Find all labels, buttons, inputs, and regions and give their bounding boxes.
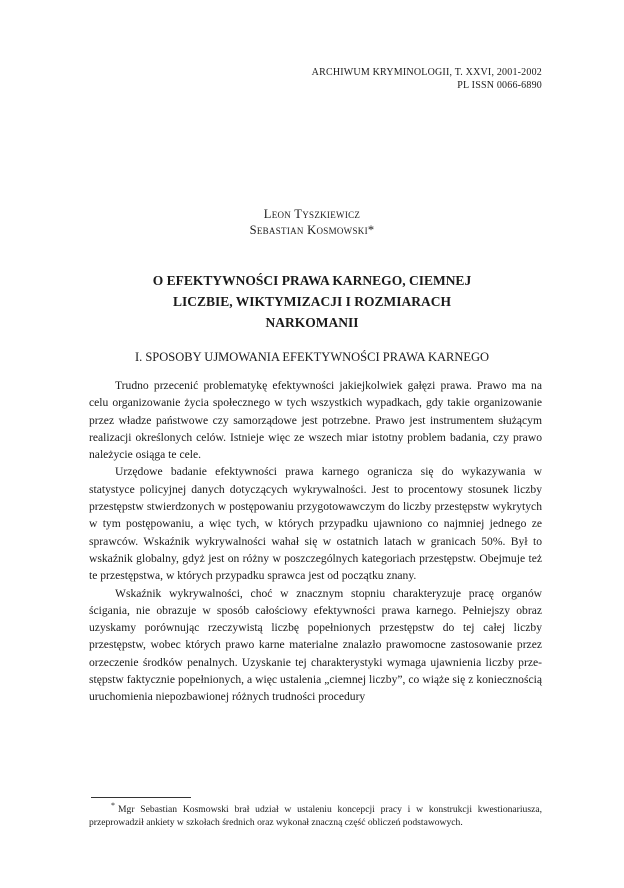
footnote-text: Mgr Sebastian Kosmowski brał udział w ustaleniu koncepcji pracy i w konstrukcji kwestionariusza, przeprowadził ankiety w szkołach średnich oraz wykonał znaczną część obliczeń podstawowych. — [89, 804, 542, 829]
journal-header — [312, 66, 542, 92]
title-line: O EFEKTYWNOŚCI PRAWA KARNEGO, CIEMNEJ — [152, 273, 472, 288]
author-list — [0, 206, 624, 238]
footnote-mark: * — [111, 800, 115, 810]
author-name: Leon Tyszkiewicz — [263, 207, 361, 221]
article-title — [110, 270, 514, 333]
section-heading: I. SPOSOBY UJMOWANIA EFEKTYWNOŚCI PRAWA KARNEGO — [134, 350, 490, 364]
article-body — [89, 377, 542, 706]
author-name: Sebastian Kosmowski* — [249, 223, 375, 237]
footnote-divider — [91, 797, 191, 798]
journal-issn: PL ISSN 0066-6890 — [457, 80, 542, 91]
journal-citation: ARCHIWUM KRYMINOLOGII, T. XXVI, 2001-2002 — [311, 67, 542, 78]
body-paragraph: Urzędowe badanie efektywności prawa karnego ogranicza się do wykazywania w statystyce policyjnej danych dotyczących wykrywalności. Jest to procentowy stosunek liczby przestępstw stwierdzonych w postępowaniu przygotowawczym do liczby przestępstw wykrytych w tym postępowaniu, a więc tych, w których przypadku ujawniono co najmniej jednego ze sprawców. Wskaźnik wykrywalności wahał się w ostatnich latach w granicach 50%. Był to wskaźnik globalny, gdyż jest on różny w poszczególnych kategoriach przestępstw. Obejmuje też te przestępstwa, w których przypadku sprawca jest od początku znany. — [89, 465, 542, 583]
title-line: LICZBIE, WIKTYMIZACJI I ROZMIARACH — [172, 294, 452, 309]
title-line: NARKOMANII — [265, 315, 359, 330]
body-paragraph: Trudno przecenić problematykę efektywności jakiejkolwiek gałęzi prawa. Prawo ma na celu organizowanie życia społecznego w tych wszystkich wypadkach, gdy takie organizowanie przez władze państwowe czy samorządowe jest potrzebne. Prawo jest instrumentem służącym realizacji określonych celów. Istnieje więc ze wszech miar istotny problem badania, czy prawo należycie osiąga te cele. — [89, 379, 542, 462]
footnote — [89, 800, 542, 830]
body-paragraph: Wskaźnik wykrywalności, choć w znacznym stopniu charakteryzuje pracę organów ścigania, nie obrazuje w sposób całościowy efektywności prawa karnego. Pełniejszy obraz uzyskamy porównując rzeczywistą liczbę popełnionych przestępstw do tej całej liczby przestępstw, wobec których prawo karne materialne znalazło prawomocne zastosowanie przez orzeczenie środków penalnych. Uzyskanie tej charakterystyki wymaga ujawnienia liczby przestępstw faktycznie popełnionych, a więc ustalenia „ciemnej liczby”, co wiąże się z koniecznością uruchomienia niepozbawionej różnych trudności procedury — [89, 586, 542, 704]
